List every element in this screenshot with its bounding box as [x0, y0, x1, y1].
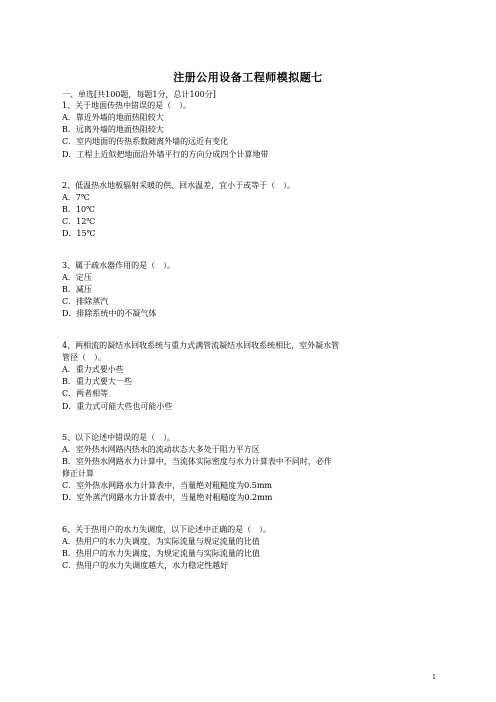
answer-option: B．远离外墙的地面热阻较大 — [62, 125, 164, 134]
question-stem: 3、属于疏水器作用的是（ ）。 — [62, 261, 176, 270]
answer-option: B．重力式要大一些 — [62, 377, 132, 386]
answer-option: D．15℃ — [62, 229, 96, 238]
question-stem-continued: 管径（ ）。 — [62, 353, 106, 362]
answer-option: A．重力式要小些 — [62, 365, 124, 374]
answer-option: C．两者相等 — [62, 389, 109, 398]
answer-option: B．减压 — [62, 285, 92, 294]
answer-option: B．热用户的水力失调度，为规定流量与实际流量的比值 — [62, 549, 260, 558]
answer-option: B．室外热水网路水力计算中，当流体实际密度与水力计算表中不同时，必作 — [62, 457, 332, 466]
answer-option: A．7℃ — [62, 193, 90, 202]
answer-option: A．热用户的水力失调度，为实际流量与规定流量的比值 — [62, 537, 260, 546]
answer-option-continued: 修正计算 — [62, 469, 94, 478]
question-stem: 1、关于地面传热中错误的是（ ）。 — [62, 101, 192, 110]
answer-option: C．室外热水网路水力计算表中，当量绝对粗糙度为0.5mm — [62, 481, 273, 490]
document-title: 注册公用设备工程师模拟题七 — [173, 71, 323, 84]
answer-option: C．12℃ — [62, 217, 96, 226]
answer-option: A．室外热水网路内热水的流动状态大多处于阻力平方区 — [62, 445, 260, 454]
question-stem: 4、两相流的凝结水回收系统与重力式满管流凝结水回收系统相比，室外凝水管 — [62, 341, 340, 350]
question-stem: 5、以下论述中错误的是（ ）。 — [62, 433, 176, 442]
answer-option: D．重力式可能大些也可能小些 — [62, 402, 173, 411]
section-heading: 一、单选[共100题，每题1分，总计100分] — [62, 90, 216, 99]
answer-option: A．定压 — [62, 273, 92, 282]
answer-option: D．工程上近似把地面沿外墙平行的方向分成四个计算地带 — [62, 150, 269, 159]
answer-option: C．热用户的水力失调度越大，水力稳定性越好 — [62, 561, 229, 570]
answer-option: D．排除系统中的不凝气体 — [62, 309, 157, 318]
answer-option: D．室外蒸汽网路水力计算表中，当量绝对粗糙度为0.2mm — [62, 493, 273, 502]
answer-option: C．室内地面的传热系数随离外墙的远近有变化 — [62, 137, 229, 146]
question-stem: 2、低温热水地板辐射采暖的供、回水温差，宜小于或等于（ ）。 — [62, 181, 296, 190]
answer-option: A．靠近外墙的地面热阻较大 — [62, 113, 164, 122]
answer-option: C．排除蒸汽 — [62, 297, 109, 306]
question-stem: 6、关于热用户的水力失调度，以下论述中正确的是（ ）。 — [62, 525, 272, 534]
page-number: 1 — [432, 674, 436, 681]
answer-option: B．10℃ — [62, 205, 96, 214]
